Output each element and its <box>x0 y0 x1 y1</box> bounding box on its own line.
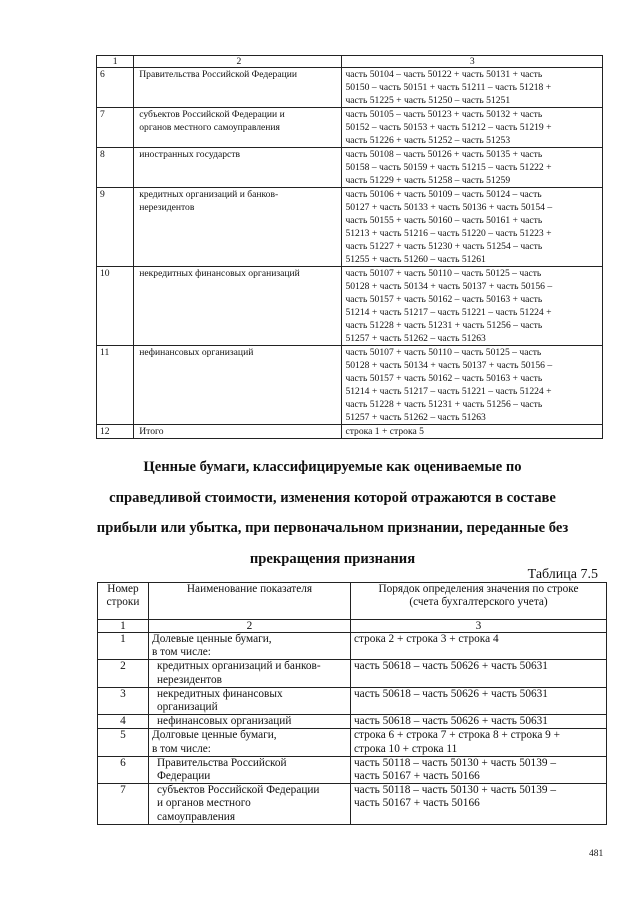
table-row <box>97 68 603 108</box>
row-name-line: кредитных организаций и банков- <box>139 189 279 200</box>
heading-line: прибыли или убытка, при первоначальном признании, переданные без <box>96 520 569 536</box>
row-name-line: некредитных финансовых организаций <box>139 268 300 279</box>
row-name <box>134 267 342 346</box>
row-name-line: Итого <box>139 426 164 437</box>
heading-line: справедливой стоимости, изменения которой отражаются в составе <box>109 489 556 506</box>
row-formula <box>351 687 607 714</box>
row-formula-line: 51213 + часть 51216 – часть 51220 – часть 51223 + <box>345 228 552 239</box>
heading-line: Ценные бумаги, классифицируемые как оцениваемые по <box>143 459 522 475</box>
row-name-line: Правительства Российской Федерации <box>139 69 297 80</box>
row-formula-line: 50128 + часть 50134 + часть 50137 + часть 50156 – <box>345 281 553 292</box>
row-name <box>134 346 342 425</box>
colnum-1: 1 <box>98 620 149 633</box>
row-name-line: кредитных организаций и банков- <box>157 660 321 673</box>
row-name-line: организаций <box>157 701 218 714</box>
row-formula-line: часть 50118 – часть 50130 + часть 50139 – <box>354 784 556 797</box>
top-table-header-row <box>97 56 603 68</box>
row-name-line: в том числе: <box>152 646 211 659</box>
row-name <box>149 715 351 729</box>
colnum-3: 3 <box>351 620 607 633</box>
row-formula <box>351 715 607 729</box>
row-name-line: нефинансовых организаций <box>157 715 292 728</box>
row-name <box>149 660 351 687</box>
row-formula-line: часть 51229 + часть 51258 – часть 51259 <box>345 175 511 186</box>
row-name-line: иностранных государств <box>139 149 241 160</box>
row-name-line: нерезидентов <box>157 673 222 686</box>
row-name-line: Долговые ценные бумаги, <box>152 729 277 742</box>
header-line: Номер <box>107 583 139 595</box>
header-line: строки <box>106 596 140 609</box>
row-formula <box>351 729 607 756</box>
row-name-line: в том числе: <box>152 742 211 755</box>
row-formula-line: строка 6 + строка 7 + строка 8 + строка 9 + <box>354 729 561 742</box>
row-formula <box>342 148 603 188</box>
table-row <box>97 108 603 148</box>
row-number: 10 <box>97 267 134 346</box>
row-formula-line: строка 1 + строка 5 <box>345 426 424 437</box>
table-row <box>98 660 607 687</box>
header-line: (счета бухгалтерского учета) <box>409 596 548 609</box>
row-formula-line: 50158 – часть 50159 + часть 51215 – часть 51222 + <box>345 162 552 173</box>
row-name <box>149 784 351 825</box>
row-formula-line: часть 50106 + часть 50109 – часть 50124 – часть <box>345 189 542 200</box>
table-row <box>98 756 607 783</box>
row-name-line: Федерации <box>157 770 211 783</box>
page-number: 481 <box>589 849 604 859</box>
row-formula-line: часть 50107 + часть 50110 – часть 50125 – часть <box>345 347 542 358</box>
row-formula-line: часть 50618 – часть 50626 + часть 50631 <box>354 715 548 728</box>
row-number: 7 <box>98 784 149 825</box>
row-formula-line: 50128 + часть 50134 + часть 50137 + часть 50156 – <box>345 360 553 371</box>
row-name <box>134 68 342 108</box>
top-header-col-3: 3 <box>342 56 603 68</box>
row-name <box>134 425 342 439</box>
table-row <box>97 148 603 188</box>
row-formula-line: 50152 – часть 50153 + часть 51212 – часть 51219 + <box>345 122 552 133</box>
heading-line: прекращения признания <box>249 550 416 567</box>
row-number: 11 <box>97 346 134 425</box>
bottom-table-body <box>98 583 607 825</box>
row-number: 2 <box>98 660 149 687</box>
row-number: 8 <box>97 148 134 188</box>
top-table-body <box>97 56 603 439</box>
row-name-line: некредитных финансовых <box>157 687 283 700</box>
row-formula-line: часть 51227 + часть 51230 + часть 51254 – часть <box>345 241 543 252</box>
row-formula <box>351 784 607 825</box>
row-name <box>149 633 351 660</box>
row-number: 12 <box>97 425 134 439</box>
header-indicator-name <box>149 583 351 620</box>
row-name-line: и органов местного <box>157 797 251 810</box>
row-formula <box>351 633 607 660</box>
row-formula <box>351 756 607 783</box>
row-name-line: Долевые ценные бумаги, <box>152 633 272 645</box>
top-header-col-2: 2 <box>134 56 342 68</box>
header-row-number <box>98 583 149 620</box>
row-formula-line: часть 50105 – часть 50123 + часть 50132 + часть <box>345 109 543 120</box>
row-formula-line: часть 50157 + часть 50162 – часть 50163 + часть <box>345 373 543 384</box>
header-line: Порядок определения значения по строке <box>378 583 579 595</box>
table-number: Таблица 7.5 <box>527 567 598 582</box>
table-row <box>98 633 607 660</box>
row-formula-line: 50127 + часть 50133 + часть 50136 + часть 50154 – <box>345 202 553 213</box>
row-formula-line: часть 51228 + часть 51231 + часть 51256 – часть <box>345 399 543 410</box>
bottom-table <box>97 582 607 825</box>
row-name-line: субъектов Российской Федерации и <box>139 109 285 120</box>
row-formula-line: 51257 + часть 51262 – часть 51263 <box>345 412 486 423</box>
row-name-line: Правительства Российской <box>157 756 287 769</box>
row-formula-line: часть 51228 + часть 51231 + часть 51256 – часть <box>345 320 543 331</box>
row-formula <box>342 346 603 425</box>
row-name-line: субъектов Российской Федерации <box>157 784 320 797</box>
row-number: 4 <box>98 715 149 729</box>
row-formula <box>342 188 603 267</box>
header-line: Наименование показателя <box>186 583 313 595</box>
table-row <box>98 687 607 714</box>
row-formula-line: часть 50104 – часть 50122 + часть 50131 + часть <box>345 69 543 80</box>
row-number: 1 <box>98 633 149 660</box>
row-name-line: нерезидентов <box>139 202 195 213</box>
row-formula-line: часть 50167 + часть 50166 <box>354 797 480 810</box>
row-formula-line: часть 50618 – часть 50626 + часть 50631 <box>354 660 548 673</box>
row-name-line: самоуправления <box>157 810 236 823</box>
table-row <box>98 784 607 825</box>
row-name <box>149 756 351 783</box>
row-formula-line: часть 50618 – часть 50626 + часть 50631 <box>354 687 548 700</box>
row-formula-line: 51214 + часть 51217 – часть 51221 – часть 51224 + <box>345 386 552 397</box>
colnum-2: 2 <box>149 620 351 633</box>
row-formula-line: строка 2 + строка 3 + строка 4 <box>354 633 499 645</box>
row-name <box>149 729 351 756</box>
row-formula-line: часть 50155 + часть 50160 – часть 50161 + часть <box>345 215 543 226</box>
row-formula-line: 50150 – часть 50151 + часть 51211 – часть 51218 + <box>345 82 552 93</box>
row-number: 7 <box>97 108 134 148</box>
table-row <box>97 267 603 346</box>
row-formula-line: часть 50118 – часть 50130 + часть 50139 – <box>354 756 556 769</box>
row-formula <box>342 425 603 439</box>
row-number: 5 <box>98 729 149 756</box>
row-name <box>149 687 351 714</box>
row-name <box>134 148 342 188</box>
row-formula-line: строка 10 + строка 11 <box>354 742 458 755</box>
row-formula-line: часть 50157 + часть 50162 – часть 50163 + часть <box>345 294 543 305</box>
table-row <box>97 346 603 425</box>
row-formula-line: часть 50107 + часть 50110 – часть 50125 – часть <box>345 268 542 279</box>
row-number: 6 <box>97 68 134 108</box>
row-formula-line: часть 51225 + часть 51250 – часть 51251 <box>345 95 511 106</box>
top-table <box>96 55 603 439</box>
row-name <box>134 108 342 148</box>
row-formula-line: часть 51226 + часть 51252 – часть 51253 <box>345 135 511 146</box>
section-heading <box>80 452 585 574</box>
row-formula <box>342 267 603 346</box>
row-formula-line: часть 50108 – часть 50126 + часть 50135 + часть <box>345 149 543 160</box>
row-name <box>134 188 342 267</box>
row-formula <box>342 68 603 108</box>
row-name-line: нефинансовых организаций <box>139 347 254 358</box>
bottom-table-colnum-row <box>98 620 607 633</box>
table-row <box>98 729 607 756</box>
table-row <box>97 188 603 267</box>
row-formula <box>342 108 603 148</box>
bottom-table-header-row <box>98 583 607 620</box>
row-name-line: органов местного самоуправления <box>139 122 280 133</box>
row-number: 9 <box>97 188 134 267</box>
row-formula-line: 51257 + часть 51262 – часть 51263 <box>345 333 486 344</box>
table-row <box>97 425 603 439</box>
header-value-rule <box>351 583 607 620</box>
row-formula-line: 51214 + часть 51217 – часть 51221 – часть 51224 + <box>345 307 552 318</box>
row-formula-line: 51255 + часть 51260 – часть 51261 <box>345 254 486 265</box>
table-row <box>98 715 607 729</box>
row-number: 6 <box>98 756 149 783</box>
row-number: 3 <box>98 687 149 714</box>
row-formula-line: часть 50167 + часть 50166 <box>354 770 480 783</box>
row-formula <box>351 660 607 687</box>
top-header-col-1: 1 <box>97 56 134 68</box>
